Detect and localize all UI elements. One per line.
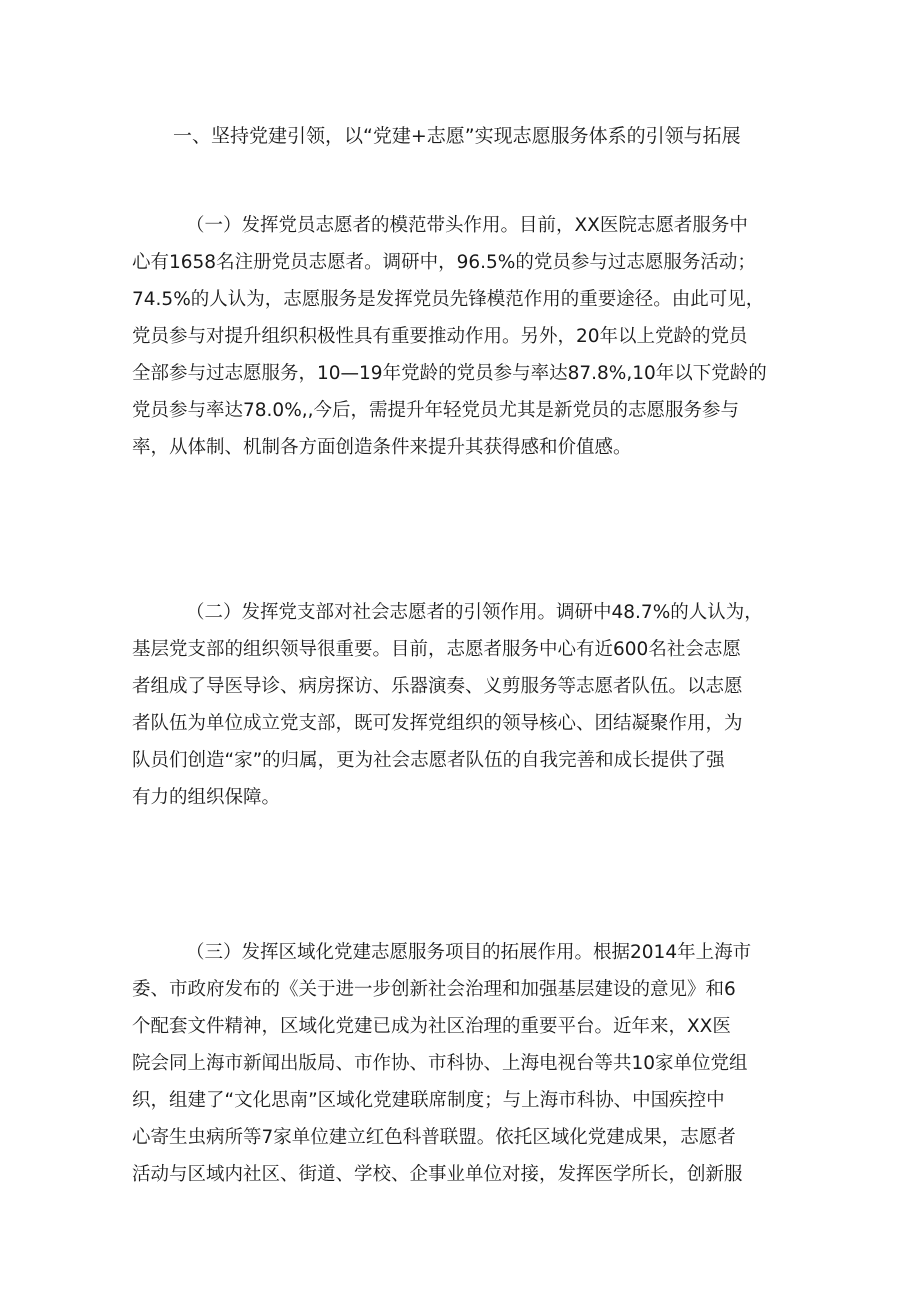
paragraph-line: 基层党支部的组织领导很重要。目前，志愿者服务中心有近600名社会志愿 — [132, 639, 741, 660]
paragraph-line: 院会同上海市新闻出版局、市作协、市科协、上海电视台等共10家单位党组 — [132, 1053, 748, 1074]
paragraph-1 — [132, 207, 797, 466]
paragraph-line: 党员参与对提升组织积极性具有重要推动作用。另外，20年以上党龄的党员 — [132, 326, 748, 347]
paragraph-line: 率，从体制、机制各方面创造条件来提升其获得感和价值感。 — [132, 437, 632, 458]
paragraph-line: 心有1658名注册党员志愿者。调研中，96.5%的党员参与过志愿服务活动； — [132, 252, 756, 273]
paragraph-line: 委、市政府发布的《关于进一步创新社会治理和加强基层建设的意见》和6 — [132, 979, 736, 1000]
paragraph-line: 织，组建了“文化思南”区域化党建联席制度；与上海市科协、中国疾控中 — [132, 1090, 725, 1111]
paragraph-2 — [132, 594, 797, 816]
paragraph-line: （二）发挥党支部对社会志愿者的引领作用。调研中48.7%的人认为， — [186, 602, 763, 623]
paragraph-line: 个配套文件精神，区域化党建已成为社区治理的重要平台。近年来，XX医 — [132, 1016, 731, 1037]
paragraph-line: 心寄生虫病所等7家单位建立红色科普联盟。依托区域化党建成果，志愿者 — [132, 1127, 736, 1148]
paragraph-line: 全部参与过志愿服务，10—19年党龄的党员参与率达87.8%,10年以下党龄的 — [132, 363, 767, 384]
section-heading: 一、坚持党建引领，以“党建+志愿”实现志愿服务体系的引领与拓展 — [173, 125, 741, 147]
paragraph-line: 党员参与率达78.0%,,今后，需提升年轻党员尤其是新党员的志愿服务参与 — [132, 400, 740, 421]
paragraph-line: （三）发挥区域化党建志愿服务项目的拓展作用。根据2014年上海市 — [186, 942, 752, 963]
paragraph-line: 74.5%的人认为，志愿服务是发挥党员先锋模范作用的重要途径。由此可见， — [132, 289, 765, 310]
paragraph-line: 活动与区域内社区、街道、学校、企事业单位对接，发挥医学所长，创新服 — [132, 1164, 743, 1185]
paragraph-line: 队员们创造“家”的归属，更为社会志愿者队伍的自我完善和成长提供了强 — [132, 750, 725, 771]
paragraph-line: 者组成了导医导诊、病房探访、乐器演奏、义剪服务等志愿者队伍。以志愿 — [132, 676, 743, 697]
paragraph-line: 有力的组织保障。 — [132, 787, 281, 808]
paragraph-line: 者队伍为单位成立党支部，既可发挥党组织的领导核心、团结凝聚作用，为 — [132, 713, 743, 734]
paragraph-3 — [132, 934, 797, 1193]
paragraph-line: （一）发挥党员志愿者的模范带头作用。目前，XX医院志愿者服务中 — [186, 215, 748, 236]
